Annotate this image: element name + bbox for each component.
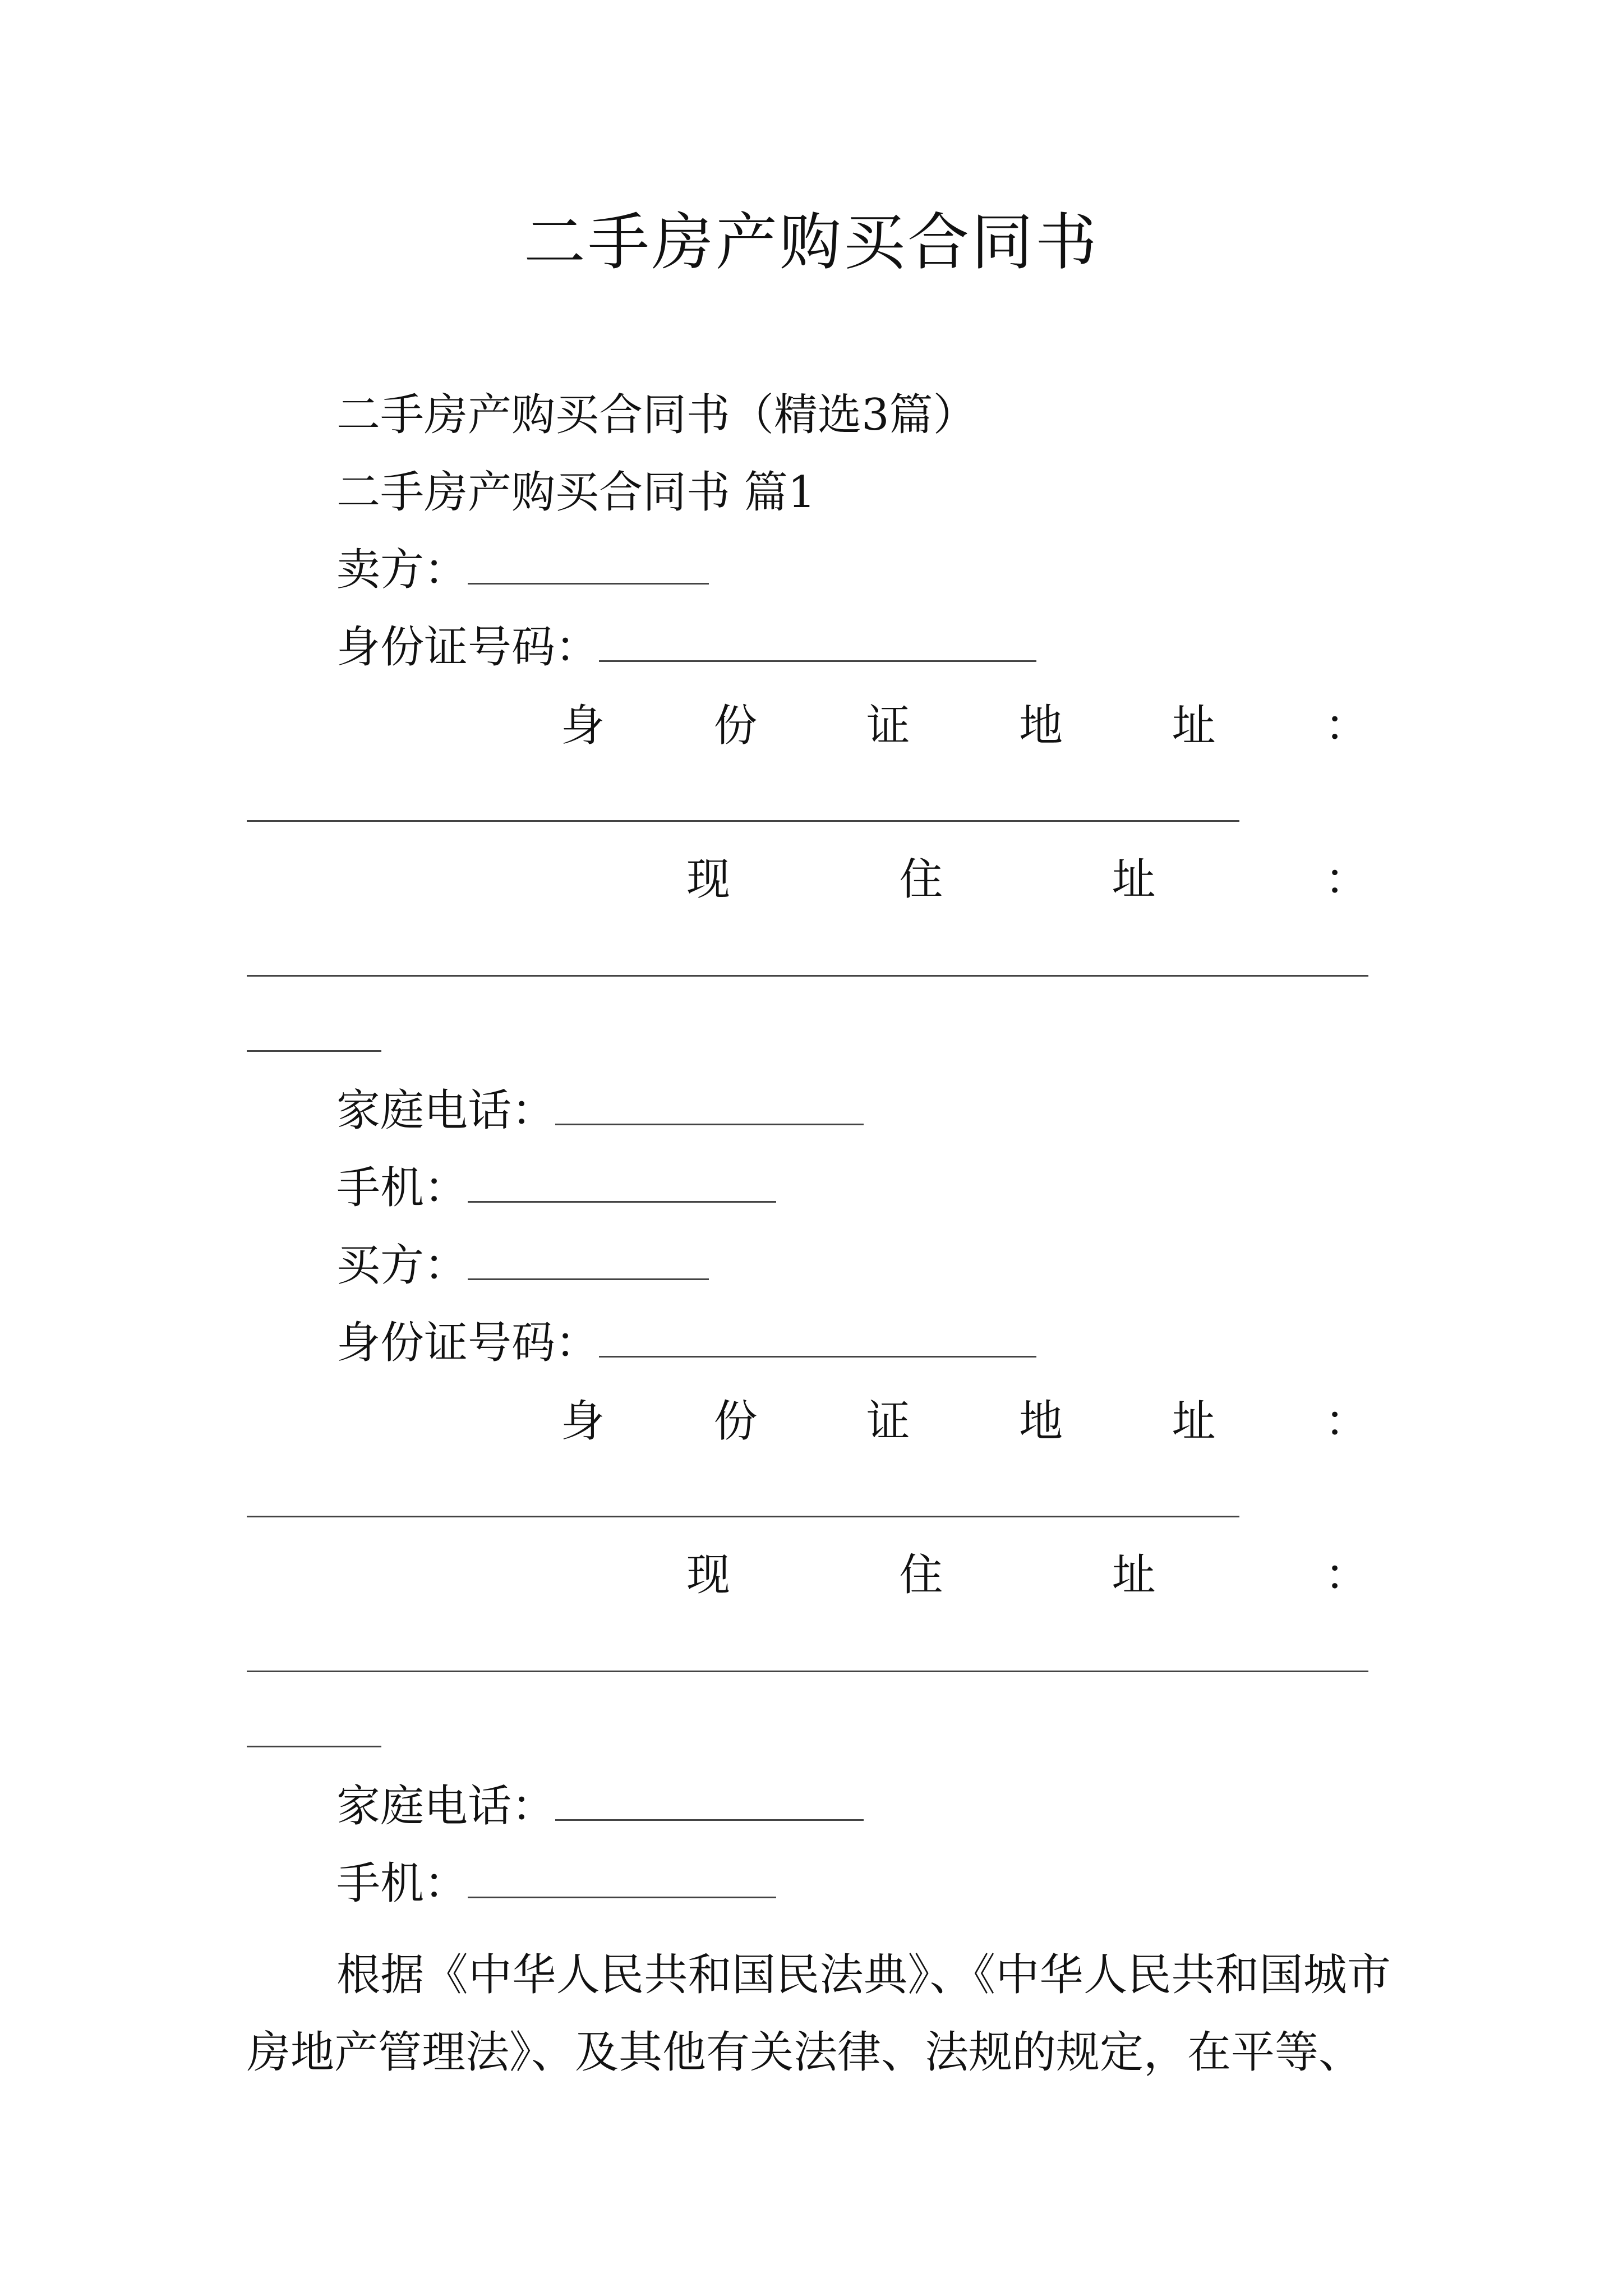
- seller-current-address-blank[interactable]: [247, 975, 1368, 977]
- buyer-home-phone-field: [336, 1778, 864, 1834]
- buyer-id-number-label: 身份证号码：: [336, 1318, 600, 1368]
- label-char: 住: [899, 1550, 943, 1600]
- buyer-home-phone-blank[interactable]: [555, 1780, 864, 1821]
- buyer-current-address-blank-cont[interactable]: [247, 1746, 381, 1747]
- buyer-id-number-blank[interactable]: [599, 1317, 1036, 1358]
- buyer-mobile-field: [336, 1856, 776, 1912]
- seller-id-address-label: [561, 698, 1368, 754]
- buyer-current-address-label: [686, 1547, 1368, 1603]
- buyer-field: [336, 1237, 709, 1294]
- label-char: 身: [561, 1396, 605, 1447]
- seller-current-address-label: [686, 852, 1368, 908]
- label-char: 址: [1172, 701, 1216, 751]
- label-char: 地: [1019, 1396, 1063, 1447]
- seller-id-number-label: 身份证号码：: [336, 622, 600, 673]
- seller-id-address-blank[interactable]: [247, 820, 1239, 822]
- label-char: 现: [686, 854, 731, 905]
- seller-mobile-blank[interactable]: [468, 1162, 776, 1203]
- seller-home-phone-label: 家庭电话：: [336, 1085, 556, 1136]
- label-char: 现: [686, 1550, 731, 1600]
- buyer-mobile-blank[interactable]: [468, 1857, 776, 1898]
- buyer-label: 买方：: [336, 1240, 468, 1291]
- label-char: ：: [1324, 854, 1368, 905]
- label-char: 证: [866, 701, 910, 751]
- buyer-home-phone-label: 家庭电话：: [336, 1781, 556, 1832]
- label-char: 址: [1172, 1396, 1216, 1447]
- seller-id-number-field: [336, 619, 1036, 675]
- document-title: 二手房产购买合同书: [524, 206, 1099, 278]
- label-char: 份: [713, 701, 758, 751]
- label-char: 址: [1112, 854, 1156, 905]
- buyer-id-address-label: [561, 1393, 1368, 1450]
- seller-label: 卖方：: [336, 545, 468, 595]
- label-char: ：: [1324, 1550, 1368, 1600]
- buyer-current-address-blank[interactable]: [247, 1671, 1368, 1672]
- seller-home-phone-field: [336, 1083, 864, 1139]
- seller-field: [336, 542, 709, 598]
- seller-mobile-field: [336, 1160, 776, 1216]
- label-char: ：: [1324, 701, 1368, 751]
- label-char: 地: [1019, 701, 1063, 751]
- buyer-id-number-field: [336, 1315, 1036, 1371]
- section-heading: 二手房产购买合同书 篇1: [336, 467, 816, 518]
- document-subtitle: 二手房产购买合同书（精选3篇）: [336, 390, 977, 440]
- seller-mobile-label: 手机：: [336, 1163, 468, 1213]
- seller-blank[interactable]: [468, 544, 709, 585]
- body-paragraph: 根据《中华人民共和国民法典》、《中华人民共和国城市房地产管理法》、及其他有关法律、法规的规定，在平等、: [247, 1950, 1391, 2078]
- label-char: 址: [1112, 1550, 1156, 1600]
- seller-home-phone-blank[interactable]: [555, 1084, 864, 1125]
- seller-id-number-blank[interactable]: [599, 621, 1036, 662]
- label-char: 身: [561, 701, 605, 751]
- label-char: ：: [1324, 1396, 1368, 1447]
- seller-current-address-blank-cont[interactable]: [247, 1050, 381, 1052]
- buyer-mobile-label: 手机：: [336, 1858, 468, 1909]
- buyer-blank[interactable]: [468, 1239, 709, 1280]
- label-char: 证: [866, 1396, 910, 1447]
- buyer-id-address-blank[interactable]: [247, 1516, 1239, 1517]
- label-char: 份: [713, 1396, 758, 1447]
- label-char: 住: [899, 854, 943, 905]
